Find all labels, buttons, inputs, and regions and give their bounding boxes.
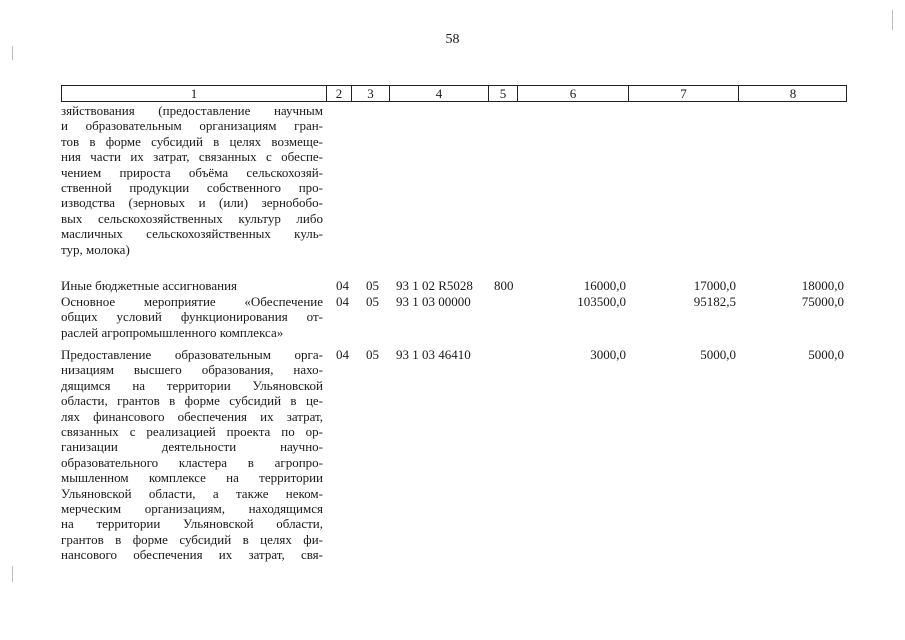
cell-amount-8: 5000,0 — [808, 347, 844, 362]
description-line: лях финансового обеспечения их затрат, — [61, 408, 323, 424]
description-line: связанных с реализацией проекта по ор- — [61, 424, 323, 440]
description-line: ния части их затрат, связанных с обеспе- — [61, 149, 323, 165]
description-line: дящимся на территории Ульяновской — [61, 377, 323, 393]
description-line: Ульяновской области, а также неком- — [61, 485, 323, 501]
description-line: нансового обеспечения их затрат, свя- — [61, 547, 323, 563]
column-header-3: 3 — [351, 86, 389, 101]
description-line: грантов в форме субсидий в целях фи- — [61, 531, 323, 547]
cell-subsection: 05 — [366, 294, 379, 309]
row-description — [61, 347, 323, 563]
description-line: Основное мероприятие «Обеспечение — [61, 294, 323, 309]
scan-mark — [12, 46, 13, 60]
cell-amount-7: 95182,5 — [693, 294, 736, 309]
column-header-8: 8 — [738, 86, 847, 101]
description-line: масличных сельскохозяйственных куль- — [61, 226, 323, 242]
description-line: общих условий функционирования от- — [61, 309, 323, 325]
page-number: 58 — [445, 32, 460, 47]
cell-section: 04 — [336, 278, 349, 293]
description-line: чением прироста объёма сельскохозяй- — [61, 164, 323, 180]
description-line: мерческим организациям, находящимся — [61, 501, 323, 517]
cell-section: 04 — [336, 294, 349, 309]
cell-amount-8: 75000,0 — [801, 294, 844, 309]
column-header-4: 4 — [389, 86, 488, 101]
description-line: тур, молока) — [61, 241, 130, 257]
column-header-7: 7 — [628, 86, 738, 101]
cell-target-article: 93 1 03 00000 — [396, 294, 471, 309]
row-description — [61, 278, 323, 293]
column-header-2: 2 — [326, 86, 351, 101]
column-header-5: 5 — [488, 86, 517, 101]
row-description — [61, 103, 323, 257]
description-line: вых сельскохозяйственных культур либо — [61, 210, 323, 226]
table-header — [61, 85, 847, 102]
column-header-6: 6 — [517, 86, 628, 101]
cell-expense-type: 800 — [494, 278, 514, 293]
description-line: ганизации деятельности научно- — [61, 439, 323, 455]
cell-subsection: 05 — [366, 278, 379, 293]
cell-amount-6: 103500,0 — [577, 294, 626, 309]
description-line: и образовательным организациям гран- — [61, 118, 323, 134]
description-line: образовательного кластера в агропро- — [61, 454, 323, 470]
cell-target-article: 93 1 03 46410 — [396, 347, 471, 362]
cell-target-article: 93 1 02 R5028 — [396, 278, 473, 293]
scan-mark — [12, 566, 13, 582]
description-line: зяйствования (предоставление научным — [61, 103, 323, 118]
description-line: ственной продукции собственного про- — [61, 180, 323, 196]
cell-amount-7: 17000,0 — [693, 278, 736, 293]
description-line: области, грантов в форме субсидий в це- — [61, 393, 323, 409]
cell-section: 04 — [336, 347, 349, 362]
description-line: мышленном комплексе на территории — [61, 470, 323, 486]
cell-amount-6: 16000,0 — [583, 278, 626, 293]
description-line: раслей агропромышленного комплекса» — [61, 324, 284, 340]
column-header-1: 1 — [190, 86, 198, 101]
description-line: изводства (зерновых и (или) зернобобо- — [61, 195, 323, 211]
scan-mark — [892, 10, 893, 30]
cell-amount-6: 3000,0 — [590, 347, 626, 362]
description-line: Иные бюджетные ассигнования — [61, 278, 238, 293]
description-line: тов в форме субсидий в целях возмеще- — [61, 133, 323, 149]
row-description — [61, 294, 323, 340]
cell-amount-7: 5000,0 — [700, 347, 736, 362]
description-line: низациям высшего образования, нахо- — [61, 362, 323, 378]
description-line: на территории Ульяновской области, — [61, 516, 323, 532]
cell-subsection: 05 — [366, 347, 379, 362]
description-line: Предоставление образовательным орга- — [61, 347, 323, 362]
cell-amount-8: 18000,0 — [801, 278, 844, 293]
